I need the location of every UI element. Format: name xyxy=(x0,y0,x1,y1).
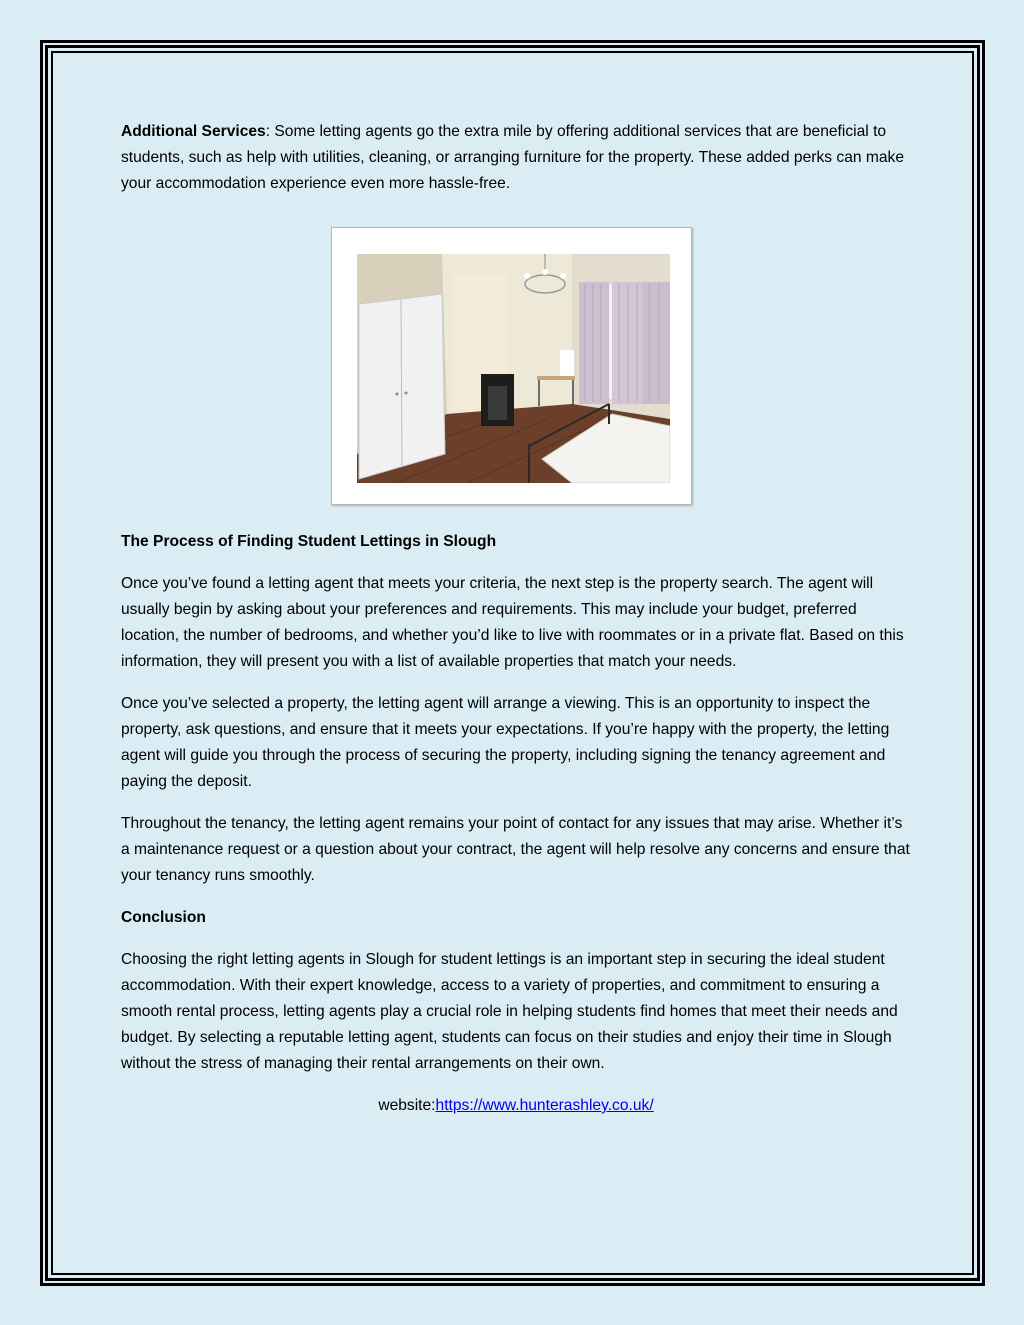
website-line xyxy=(121,1093,911,1119)
intro-term: Additional Services xyxy=(121,123,266,140)
conclusion-heading: Conclusion xyxy=(121,909,206,926)
bedroom-photo-frame xyxy=(331,227,692,505)
bedroom-photo-illustration xyxy=(357,254,670,483)
website-link[interactable]: https://www.hunterashley.co.uk/ xyxy=(435,1097,654,1114)
website-label: website: xyxy=(378,1097,436,1114)
process-paragraph-3: Throughout the tenancy, the letting agent remains your point of contact for any issues that may arise. Whether it’s a maintenance request or a question about your contract, the agent will help resolve any concerns and ensure that your tenancy runs smoothly. xyxy=(121,815,910,884)
bedroom-photo xyxy=(357,254,670,483)
intro-paragraph xyxy=(121,119,911,197)
process-heading: The Process of Finding Student Lettings in Slough xyxy=(121,533,497,550)
process-paragraph-2: Once you’ve selected a property, the letting agent will arrange a viewing. This is an opportunity to inspect the property, ask questions, and ensure that it meets your expectations. If you’re happy with the property, the letting agent will guide you through the process of securing the property, including signing the tenancy agreement and paying the deposit. xyxy=(121,695,890,790)
process-paragraph-1: Once you’ve found a letting agent that meets your criteria, the next step is the property search. The agent will usually begin by asking about your preferences and requirements. This may include your budget, preferred location, the number of bedrooms, and whether you’d like to live with roommates or in a private flat. Based on this information, they will present you with a list of available properties that match your needs. xyxy=(121,575,904,670)
conclusion-paragraph: Choosing the right letting agents in Slough for student lettings is an important step in securing the ideal student accommodation. With their expert knowledge, access to a variety of properties, and commitment to ensuring a smooth rental process, letting agents play a crucial role in helping students find homes that meet their needs and budget. By selecting a reputable letting agent, students can focus on their studies and enjoy their time in Slough without the stress of managing their rental arrangements on their own. xyxy=(121,951,898,1072)
intro-text: : Some letting agents go the extra mile by offering additional services that are beneficial to students, such as help with utilities, cleaning, or arranging furniture for the property. These added perks can make your accommodation experience even more hassle-free. xyxy=(121,123,905,192)
document-body xyxy=(121,119,911,1135)
